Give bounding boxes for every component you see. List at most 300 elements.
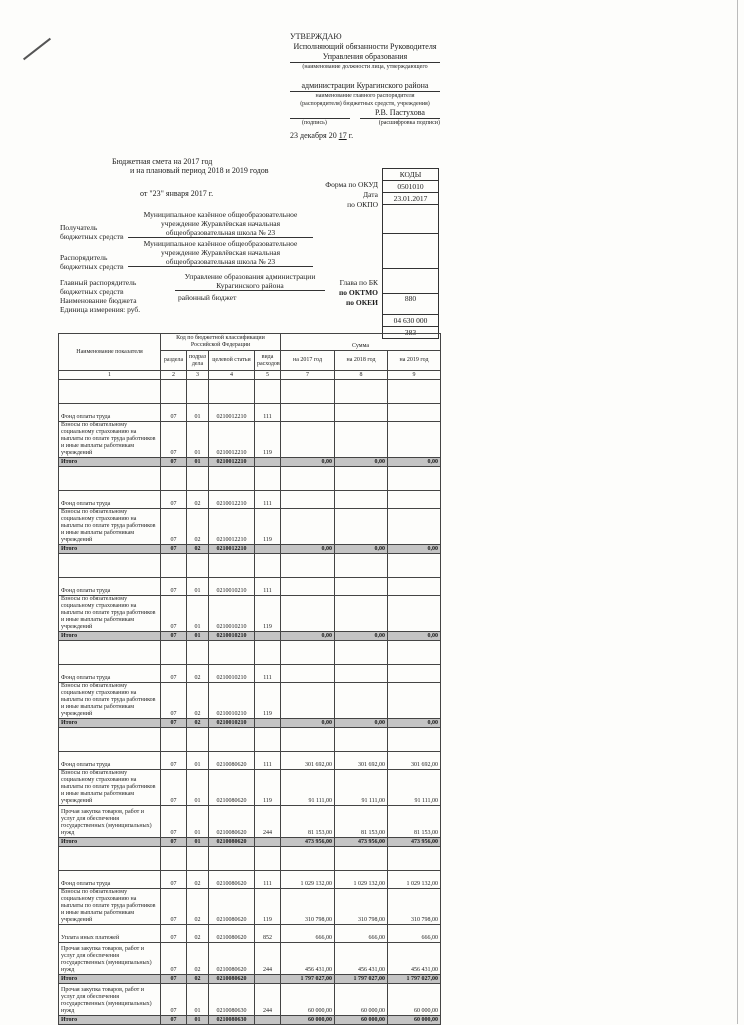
row-sum-2018: [335, 578, 388, 596]
empty-cell: [388, 380, 441, 404]
okei-label: по ОКЕИ: [345, 298, 378, 307]
row-sum-2017: 301 692,00: [281, 752, 335, 770]
empty-cell: [281, 380, 335, 404]
row-vr: [255, 545, 281, 554]
row-podrazdel: 01: [187, 1016, 209, 1025]
row-sum-2017: 456 431,00: [281, 943, 335, 975]
row-podrazdel: 02: [187, 943, 209, 975]
empty-cell: [187, 554, 209, 578]
row-razdel: 07: [161, 984, 187, 1016]
empty-cell: [255, 467, 281, 491]
empty-cell: [388, 728, 441, 752]
row-razdel: 07: [161, 719, 187, 728]
main-distributor-value: [175, 272, 325, 291]
row-podrazdel: 02: [187, 509, 209, 545]
row-razdel: 07: [161, 1016, 187, 1025]
row-sum-2017: [281, 404, 335, 422]
row-sum-2019: 666,00: [388, 925, 441, 943]
recipient-line2: учреждение Журавлёвская начальная: [160, 219, 281, 228]
row-cs: 0210080620: [209, 806, 255, 838]
table-row: [59, 925, 441, 943]
okud-label: Форма по ОКУД: [325, 180, 378, 189]
row-vr: [255, 719, 281, 728]
distributor-line3: общеобразовательная школа № 23: [128, 257, 313, 267]
row-sum-2019: 60 000,00: [388, 1016, 441, 1025]
date-label: Дата: [363, 190, 378, 199]
table-row: [59, 806, 441, 838]
budget-label: Наименование бюджета: [60, 296, 137, 305]
okei-value: 383: [383, 327, 439, 339]
row-sum-2018: 81 153,00: [335, 806, 388, 838]
main-distributor-label2: бюджетных средств: [60, 287, 124, 296]
empty-cell: [281, 467, 335, 491]
okpo-label: по ОКПО: [347, 200, 378, 209]
row-sum-2019: [388, 683, 441, 719]
row-podrazdel: 01: [187, 770, 209, 806]
row-sum-2019: 310 798,00: [388, 889, 441, 925]
total-row: [59, 632, 441, 641]
row-razdel: 07: [161, 770, 187, 806]
row-sum-2018: 456 431,00: [335, 943, 388, 975]
empty-cell: [59, 467, 161, 491]
col-num: 3: [187, 371, 209, 380]
row-sum-2018: [335, 509, 388, 545]
approval-date-year: 17: [338, 131, 347, 140]
row-podrazdel: 02: [187, 975, 209, 984]
row-cs: 0210010210: [209, 578, 255, 596]
row-sum-2018: 0,00: [335, 458, 388, 467]
row-razdel: 07: [161, 752, 187, 770]
empty-cell: [161, 554, 187, 578]
row-vr: 111: [255, 491, 281, 509]
row-cs: 0210080620: [209, 752, 255, 770]
empty-cell: [59, 554, 161, 578]
codes-table: [382, 168, 439, 339]
row-cs: 0210010210: [209, 665, 255, 683]
empty-cell: [209, 728, 255, 752]
row-sum-2017: 473 956,00: [281, 838, 335, 847]
approval-position-line1: Исполняющий обязанности Руководителя: [293, 42, 437, 51]
header-2017: на 2017 год: [281, 351, 335, 371]
row-vr: 119: [255, 770, 281, 806]
row-sum-2019: 1 029 132,00: [388, 871, 441, 889]
empty-cell: [187, 847, 209, 871]
table-row: [59, 752, 441, 770]
row-sum-2019: 91 111,00: [388, 770, 441, 806]
doc-title-line2: и на плановый период 2018 и 2019 годов: [130, 166, 269, 175]
row-podrazdel: 01: [187, 752, 209, 770]
row-sum-2019: 456 431,00: [388, 943, 441, 975]
row-sum-2019: 1 797 027,00: [388, 975, 441, 984]
row-sum-2019: 0,00: [388, 545, 441, 554]
recipient-code: [383, 234, 439, 269]
row-podrazdel: 02: [187, 871, 209, 889]
distributor-code: [383, 269, 439, 294]
pen-stroke-mark: [23, 38, 51, 61]
row-sum-2017: 0,00: [281, 632, 335, 641]
empty-cell: [59, 847, 161, 871]
row-vr: 119: [255, 509, 281, 545]
row-sum-2019: [388, 491, 441, 509]
approval-caption1: (наименование должности лица, утверждающего: [302, 64, 428, 70]
table-row: [59, 889, 441, 925]
row-razdel: 07: [161, 925, 187, 943]
row-sum-2017: 1 029 132,00: [281, 871, 335, 889]
row-podrazdel: 02: [187, 491, 209, 509]
row-sum-2017: 60 000,00: [281, 1016, 335, 1025]
header-2019: на 2019 год: [388, 351, 441, 371]
row-name: Фонд оплаты труда: [59, 578, 161, 596]
row-name: Итого: [59, 838, 161, 847]
table-row: [59, 404, 441, 422]
row-sum-2019: 301 692,00: [388, 752, 441, 770]
oktmo-label: по ОКТМО: [338, 288, 378, 297]
row-vr: 244: [255, 943, 281, 975]
spacer-row: [59, 728, 441, 752]
row-sum-2017: [281, 509, 335, 545]
glava-value: 880: [383, 294, 439, 315]
header-kbk: Код по бюджетной классификации Российской Федерации: [161, 334, 281, 351]
row-name: Фонд оплаты труда: [59, 404, 161, 422]
row-sum-2018: [335, 683, 388, 719]
row-sum-2018: 60 000,00: [335, 1016, 388, 1025]
row-razdel: 07: [161, 806, 187, 838]
table-row: [59, 984, 441, 1016]
empty-cell: [161, 847, 187, 871]
total-row: [59, 719, 441, 728]
row-razdel: 07: [161, 871, 187, 889]
row-razdel: 07: [161, 509, 187, 545]
row-sum-2019: [388, 404, 441, 422]
row-sum-2018: 473 956,00: [335, 838, 388, 847]
empty-cell: [187, 641, 209, 665]
row-name: Взносы по обязательному социальному страхованию на выплаты по оплате труда работников и иные выплаты работникам учреждений: [59, 770, 161, 806]
empty-cell: [255, 847, 281, 871]
empty-cell: [281, 847, 335, 871]
oktmo-value: 04 630 000: [383, 315, 439, 327]
row-razdel: 07: [161, 632, 187, 641]
row-cs: 0210012210: [209, 422, 255, 458]
row-razdel: 07: [161, 975, 187, 984]
empty-cell: [161, 467, 187, 491]
main-distributor-line1: Управление образования администрации: [184, 272, 316, 281]
row-sum-2017: 310 798,00: [281, 889, 335, 925]
main-distributor-label1: Главный распорядитель: [60, 278, 137, 287]
row-sum-2018: 91 111,00: [335, 770, 388, 806]
row-name: Итого: [59, 458, 161, 467]
empty-cell: [388, 467, 441, 491]
approval-caption2: наименование главного распорядителя: [315, 93, 415, 99]
row-podrazdel: 02: [187, 925, 209, 943]
row-razdel: 07: [161, 404, 187, 422]
row-cs: 0210012210: [209, 509, 255, 545]
distributor-line2: учреждение Журавлёвская начальная: [160, 248, 281, 257]
spacer-row: [59, 554, 441, 578]
row-name: Фонд оплаты труда: [59, 491, 161, 509]
empty-cell: [255, 728, 281, 752]
recipient-label2: бюджетных средств: [60, 232, 124, 241]
distributor-label1: Распорядитель: [60, 253, 108, 262]
row-sum-2017: [281, 578, 335, 596]
recipient-value: [128, 210, 313, 238]
approval-date-prefix: 23 декабря: [290, 131, 327, 140]
row-razdel: 07: [161, 578, 187, 596]
row-vr: [255, 632, 281, 641]
row-name: Прочая закупка товаров, работ и услуг для обеспечения государственных (муниципальных) нужд: [59, 806, 161, 838]
row-sum-2018: 0,00: [335, 632, 388, 641]
row-cs: 0210010210: [209, 632, 255, 641]
table-row: [59, 943, 441, 975]
row-vr: 244: [255, 984, 281, 1016]
row-sum-2017: 1 797 027,00: [281, 975, 335, 984]
row-name: Прочая закупка товаров, работ и услуг для обеспечения государственных (муниципальных) нужд: [59, 984, 161, 1016]
okpo-value: [383, 205, 439, 234]
empty-cell: [59, 728, 161, 752]
row-name: Фонд оплаты труда: [59, 752, 161, 770]
recipient-line3: общеобразовательная школа № 23: [128, 228, 313, 238]
col-num: 5: [255, 371, 281, 380]
row-cs: 0210080620: [209, 770, 255, 806]
approval-caption-sign: (подпись): [302, 120, 327, 126]
spacer-row: [59, 380, 441, 404]
doc-title-line1: Бюджетная смета на 2017 год: [112, 157, 213, 166]
row-razdel: 07: [161, 838, 187, 847]
row-vr: 111: [255, 871, 281, 889]
row-name: Итого: [59, 632, 161, 641]
empty-cell: [335, 641, 388, 665]
header-2018: на 2018 год: [335, 351, 388, 371]
col-num: 8: [335, 371, 388, 380]
row-sum-2018: [335, 596, 388, 632]
glava-label: Глава по БК: [339, 278, 378, 287]
col-num: 2: [161, 371, 187, 380]
row-sum-2017: 666,00: [281, 925, 335, 943]
row-name: Итого: [59, 719, 161, 728]
empty-cell: [59, 380, 161, 404]
empty-cell: [255, 380, 281, 404]
row-cs: 0210080620: [209, 975, 255, 984]
row-name: Фонд оплаты труда: [59, 871, 161, 889]
row-cs: 0210080630: [209, 1016, 255, 1025]
col-num: 7: [281, 371, 335, 380]
row-sum-2019: [388, 422, 441, 458]
spacer-row: [59, 847, 441, 871]
row-podrazdel: 01: [187, 632, 209, 641]
approval-title: УТВЕРЖДАЮ: [290, 32, 342, 41]
empty-cell: [187, 728, 209, 752]
row-sum-2019: 0,00: [388, 458, 441, 467]
doc-date-line: от "23" января 2017 г.: [140, 189, 214, 198]
row-sum-2018: 0,00: [335, 545, 388, 554]
row-cs: 0210010210: [209, 719, 255, 728]
header-razdel: раздела: [161, 351, 187, 371]
row-sum-2018: 0,00: [335, 719, 388, 728]
row-sum-2017: [281, 596, 335, 632]
empty-cell: [281, 641, 335, 665]
row-sum-2019: [388, 596, 441, 632]
row-podrazdel: 01: [187, 422, 209, 458]
column-numbers-row: [59, 371, 441, 380]
empty-cell: [161, 380, 187, 404]
approval-caption3: (распорядителя) бюджетных средств, учреждения): [300, 101, 430, 107]
total-row: [59, 458, 441, 467]
approval-date-suffix: г.: [348, 131, 354, 140]
date-value: 23.01.2017: [383, 193, 439, 205]
row-podrazdel: 01: [187, 838, 209, 847]
empty-cell: [187, 467, 209, 491]
row-razdel: 07: [161, 545, 187, 554]
row-podrazdel: 01: [187, 806, 209, 838]
row-sum-2019: 0,00: [388, 632, 441, 641]
row-cs: 0210080630: [209, 984, 255, 1016]
row-cs: 0210012210: [209, 458, 255, 467]
empty-cell: [209, 641, 255, 665]
empty-cell: [335, 554, 388, 578]
row-vr: 111: [255, 578, 281, 596]
row-name: Взносы по обязательному социальному страхованию на выплаты по оплате труда работников и иные выплаты работникам учреждений: [59, 596, 161, 632]
row-cs: 0210012210: [209, 404, 255, 422]
table-row: [59, 491, 441, 509]
row-sum-2018: [335, 665, 388, 683]
empty-cell: [209, 380, 255, 404]
row-razdel: 07: [161, 683, 187, 719]
row-vr: 119: [255, 683, 281, 719]
spacer-row: [59, 467, 441, 491]
table-row: [59, 683, 441, 719]
table-row: [59, 422, 441, 458]
table-row: [59, 578, 441, 596]
empty-cell: [335, 467, 388, 491]
row-vr: 111: [255, 665, 281, 683]
row-sum-2017: 91 111,00: [281, 770, 335, 806]
row-name: Взносы по обязательному социальному страхованию на выплаты по оплате труда работников и иные выплаты работникам учреждений: [59, 683, 161, 719]
row-podrazdel: 02: [187, 683, 209, 719]
row-sum-2017: [281, 422, 335, 458]
empty-cell: [255, 641, 281, 665]
row-vr: 852: [255, 925, 281, 943]
recipient-line1: Муниципальное казённое общеобразовательное: [143, 210, 298, 219]
row-sum-2017: 0,00: [281, 458, 335, 467]
row-sum-2019: 473 956,00: [388, 838, 441, 847]
empty-cell: [187, 380, 209, 404]
row-sum-2017: 0,00: [281, 545, 335, 554]
empty-cell: [281, 554, 335, 578]
codes-header: КОДЫ: [383, 169, 439, 181]
empty-cell: [388, 847, 441, 871]
spacer-row: [59, 641, 441, 665]
row-name: Прочая закупка товаров, работ и услуг для обеспечения государственных (муниципальных) нужд: [59, 943, 161, 975]
col-num: 4: [209, 371, 255, 380]
approval-block: [290, 32, 440, 141]
row-name: Итого: [59, 975, 161, 984]
empty-cell: [335, 380, 388, 404]
table-body: [59, 380, 441, 1025]
row-podrazdel: 02: [187, 719, 209, 728]
recipient-label1: Получатель: [60, 223, 98, 232]
row-sum-2019: 81 153,00: [388, 806, 441, 838]
row-sum-2018: [335, 491, 388, 509]
empty-cell: [209, 467, 255, 491]
row-name: Взносы по обязательному социальному страхованию на выплаты по оплате труда работников и иные выплаты работникам учреждений: [59, 422, 161, 458]
header-podrazdel: подраз дела: [187, 351, 209, 371]
row-cs: 0210080620: [209, 925, 255, 943]
header-cs: целевой статьи: [209, 351, 255, 371]
row-cs: 0210010210: [209, 683, 255, 719]
empty-cell: [161, 728, 187, 752]
row-podrazdel: 01: [187, 984, 209, 1016]
empty-cell: [335, 847, 388, 871]
row-vr: 119: [255, 889, 281, 925]
row-cs: 0210012210: [209, 545, 255, 554]
empty-cell: [209, 554, 255, 578]
header-sum: Сумма: [281, 334, 441, 351]
budget-table: [58, 333, 441, 1025]
row-sum-2018: [335, 404, 388, 422]
row-cs: 0210080620: [209, 871, 255, 889]
approval-position-line3: администрации Курагинского района: [290, 81, 440, 92]
okud-value: 0501010: [383, 181, 439, 193]
row-razdel: 07: [161, 422, 187, 458]
row-sum-2017: [281, 665, 335, 683]
distributor-value: [128, 239, 313, 267]
table-row: [59, 665, 441, 683]
row-razdel: 07: [161, 665, 187, 683]
row-sum-2018: 1 797 027,00: [335, 975, 388, 984]
main-distributor-line2: Курагинского района: [175, 281, 325, 291]
table-row: [59, 509, 441, 545]
row-podrazdel: 02: [187, 545, 209, 554]
header-vr: вида расходов: [255, 351, 281, 371]
row-vr: [255, 1016, 281, 1025]
row-sum-2018: 1 029 132,00: [335, 871, 388, 889]
row-sum-2017: [281, 683, 335, 719]
row-name: Взносы по обязательному социальному страхованию на выплаты по оплате труда работников и иные выплаты работникам учреждений: [59, 509, 161, 545]
row-podrazdel: 01: [187, 578, 209, 596]
row-sum-2017: 81 153,00: [281, 806, 335, 838]
row-sum-2017: 0,00: [281, 719, 335, 728]
row-sum-2019: [388, 578, 441, 596]
total-row: [59, 838, 441, 847]
approval-date-20: 20: [328, 131, 337, 140]
row-vr: [255, 975, 281, 984]
empty-cell: [388, 554, 441, 578]
empty-cell: [209, 847, 255, 871]
row-name: Фонд оплаты труда: [59, 665, 161, 683]
header-name: Наименование показателя: [59, 334, 161, 371]
col-num: 9: [388, 371, 441, 380]
row-podrazdel: 02: [187, 889, 209, 925]
row-razdel: 07: [161, 458, 187, 467]
row-name: Взносы по обязательному социальному страхованию на выплаты по оплате труда работников и иные выплаты работникам учреждений: [59, 889, 161, 925]
budget-value: районный бюджет: [178, 293, 237, 302]
unit-label: Единица измерения: руб.: [60, 305, 141, 314]
row-cs: 0210080620: [209, 943, 255, 975]
approval-signer: Р.В. Пастухова: [360, 108, 440, 119]
empty-cell: [161, 641, 187, 665]
row-vr: 244: [255, 806, 281, 838]
table-row: [59, 770, 441, 806]
row-sum-2018: 60 000,00: [335, 984, 388, 1016]
row-sum-2017: [281, 491, 335, 509]
empty-cell: [255, 554, 281, 578]
row-vr: [255, 838, 281, 847]
empty-cell: [281, 728, 335, 752]
empty-cell: [59, 641, 161, 665]
col-num: 1: [59, 371, 161, 380]
row-sum-2018: 301 692,00: [335, 752, 388, 770]
row-sum-2017: 60 000,00: [281, 984, 335, 1016]
row-podrazdel: 02: [187, 665, 209, 683]
